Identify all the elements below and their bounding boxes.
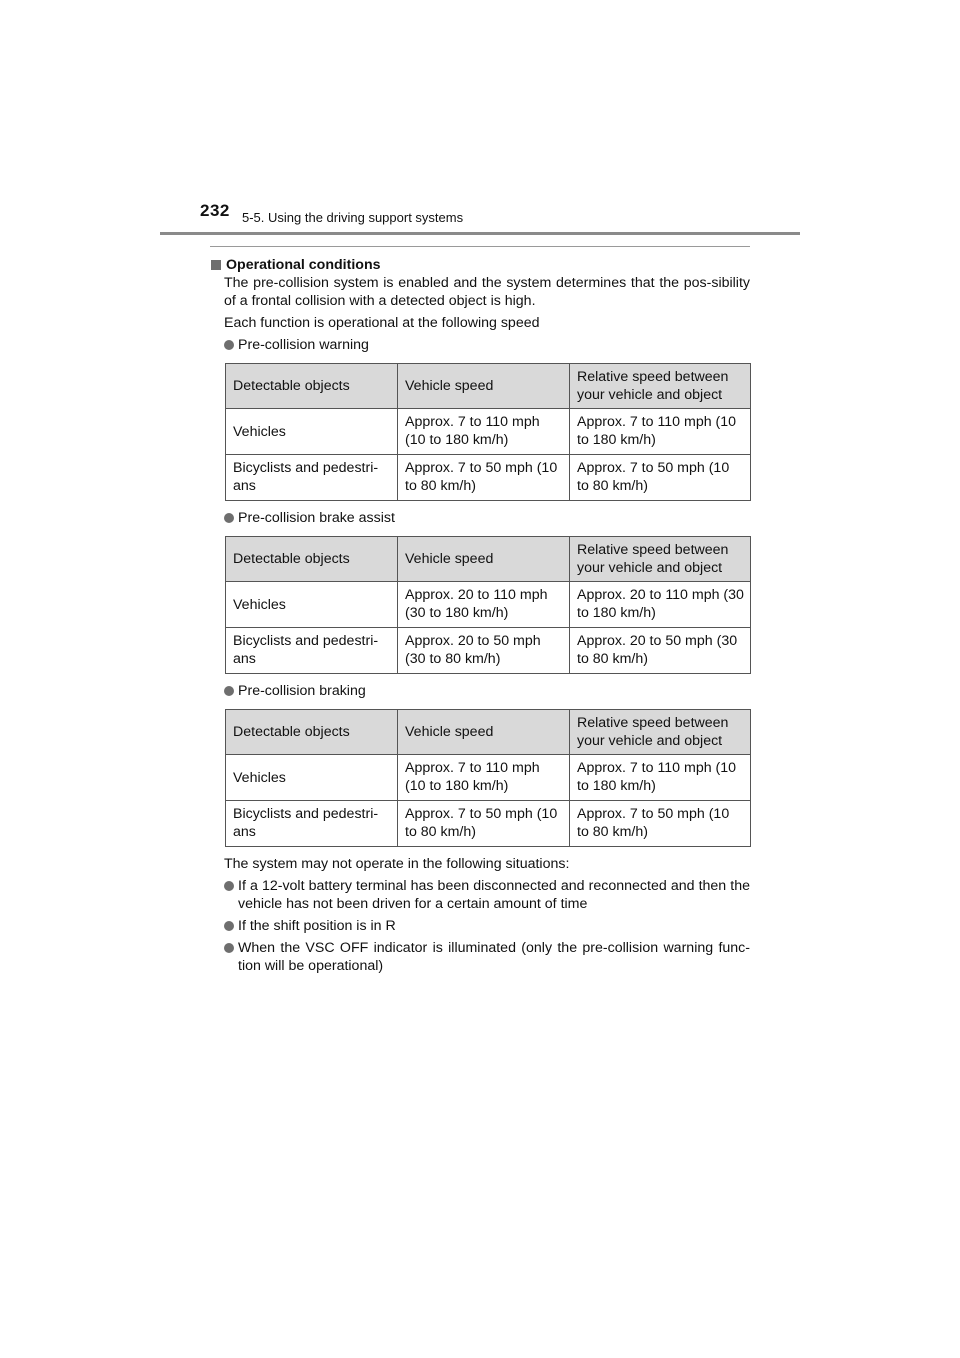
table-header-cell: Detectable objects [226,537,398,582]
not-operate-intro: The system may not operate in the following situations: [224,856,570,872]
speed-table-braking [225,709,751,847]
table-header-cell: Vehicle speed [398,537,570,582]
header-divider [160,232,800,235]
bullet-icon [224,921,234,931]
table-cell: Approx. 7 to 50 mph (10 to 80 km/h) [570,455,751,501]
table-header-cell: Relative speed between your vehicle and object [570,537,751,582]
table-cell: Approx. 20 to 50 mph (30 to 80 km/h) [570,628,751,674]
table-header-cell: Detectable objects [226,364,398,409]
table-header-row [226,364,751,409]
bullet-icon [224,513,234,523]
table-cell: Vehicles [226,582,398,628]
table-cell: Approx. 7 to 50 mph (10 to 80 km/h) [398,801,570,847]
table-header-cell: Vehicle speed [398,710,570,755]
section-heading-text: Operational conditions [226,257,381,273]
speed-intro: Each function is operational at the following speed [224,315,540,331]
function-title-warning: Pre-collision warning [224,336,750,354]
table-cell: Approx. 7 to 110 mph (10 to 180 km/h) [398,755,570,801]
table-cell: Vehicles [226,409,398,455]
table-row [226,628,751,674]
square-bullet-icon [211,260,221,270]
list-item: When the VSC OFF indicator is illuminated (only the pre-collision warning func-tion will be operational) [224,939,750,975]
table-cell: Approx. 20 to 110 mph (30 to 180 km/h) [398,582,570,628]
table-row [226,755,751,801]
bullet-icon [224,881,234,891]
table-cell: Approx. 7 to 110 mph (10 to 180 km/h) [570,755,751,801]
table-header-cell: Detectable objects [226,710,398,755]
table-cell: Bicyclists and pedestri-ans [226,628,398,674]
page-content [210,256,750,975]
table-cell: Approx. 7 to 50 mph (10 to 80 km/h) [570,801,751,847]
section-heading [210,256,750,274]
section-title: 5-5. Using the driving support systems [242,210,464,225]
table-header-row [226,537,751,582]
table-header-row [226,710,751,755]
bullet-icon [224,943,234,953]
table-row [226,582,751,628]
bullet-icon [224,340,234,350]
table-header-cell: Vehicle speed [398,364,570,409]
content-divider [210,246,750,247]
table-cell: Approx. 20 to 110 mph (30 to 180 km/h) [570,582,751,628]
list-item: If the shift position is in R [224,917,750,935]
table-header-cell: Relative speed between your vehicle and object [570,710,751,755]
speed-table-brake-assist [225,536,751,674]
speed-table-warning [225,363,751,501]
table-row [226,455,751,501]
table-header-cell: Relative speed between your vehicle and object [570,364,751,409]
function-title-braking: Pre-collision braking [224,682,750,700]
page-number: 232 [200,201,230,220]
function-title-brake-assist: Pre-collision brake assist [224,509,750,527]
table-row [226,801,751,847]
table-cell: Approx. 7 to 50 mph (10 to 80 km/h) [398,455,570,501]
table-cell: Bicyclists and pedestri-ans [226,455,398,501]
table-cell: Approx. 7 to 110 mph (10 to 180 km/h) [570,409,751,455]
intro-paragraph: The pre-collision system is enabled and the system determines that the pos-sibility of a frontal collision with a detected object is high. [224,275,750,309]
bullet-icon [224,686,234,696]
table-row [226,409,751,455]
table-cell: Approx. 20 to 50 mph (30 to 80 km/h) [398,628,570,674]
table-cell: Bicyclists and pedestri-ans [226,801,398,847]
table-cell: Vehicles [226,755,398,801]
list-item: If a 12-volt battery terminal has been disconnected and reconnected and then the vehicle has not been driven for a certain amount of time [224,877,750,913]
table-cell: Approx. 7 to 110 mph (10 to 180 km/h) [398,409,570,455]
